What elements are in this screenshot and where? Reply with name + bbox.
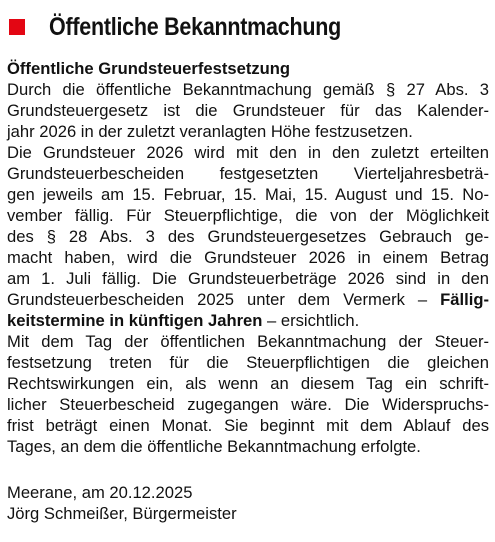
text-line: des § 28 Abs. 3 des Grundsteuergesetzes Gebrauch ge- bbox=[7, 227, 489, 246]
page-title: Öffentliche Bekanntmachung bbox=[49, 12, 341, 41]
emphasis-text: Fällig- bbox=[440, 290, 489, 309]
text-line: am 1. Juli fällig. Die Grundsteuerbeträge 2026 sind in den bbox=[7, 269, 489, 288]
text-line: jahr 2026 in der zuletzt veranlagten Höhe festzusetzen. bbox=[7, 122, 413, 141]
paragraph-gap bbox=[7, 457, 489, 482]
text-line: Rechtswirkungen ein, als wenn an diesem Tag ein schrift- bbox=[7, 374, 489, 393]
announcement-body bbox=[7, 58, 489, 524]
text-line: frist beträgt einen Monat. Sie beginnt mit dem Ablauf des bbox=[7, 416, 489, 435]
red-square-icon bbox=[9, 19, 25, 35]
text-line: gen jeweils am 15. Februar, 15. Mai, 15. August und 15. No- bbox=[7, 185, 489, 204]
text-line: Grundsteuergesetz ist die Grundsteuer für das Kalender- bbox=[7, 101, 489, 120]
text-line: festsetzung treten für die Steuerpflichtigen die gleichen bbox=[7, 353, 489, 372]
text-line: Grundsteuerbescheiden festgesetzten Vierteljahresbeträ- bbox=[7, 164, 489, 183]
text-line: macht haben, wird die Grundsteuer 2026 in einem Betrag bbox=[7, 248, 489, 267]
text-line bbox=[7, 310, 489, 331]
text-line: Durch die öffentliche Bekanntmachung gemäß § 27 Abs. 3 bbox=[7, 80, 489, 99]
text-segment: – ersichtlich. bbox=[267, 311, 360, 330]
text-line: Tages, an dem die öffentliche Bekanntmachung erfolgte. bbox=[7, 437, 421, 456]
text-line: licher Steuerbescheid zugegangen wäre. Die Widerspruchs- bbox=[7, 395, 489, 414]
text-line bbox=[7, 289, 489, 310]
signature-place-date: Meerane, am 20.12.2025 bbox=[7, 483, 193, 502]
text-line: Mit dem Tag der öffentlichen Bekanntmachung der Steuer- bbox=[7, 332, 489, 351]
text-line: Die Grundsteuer 2026 wird mit den in den zuletzt erteilten bbox=[7, 143, 489, 162]
announcement-header bbox=[6, 10, 388, 44]
text-segment: Grundsteuerbescheiden 2025 unter dem Vermerk – bbox=[7, 290, 428, 309]
signature-name: Jörg Schmeißer, Bürgermeister bbox=[7, 504, 237, 523]
section-title: Öffentliche Grundsteuerfestsetzung bbox=[7, 59, 291, 78]
text-line: vember fällig. Für Steuerpflichtige, die von der Möglichkeit bbox=[7, 206, 489, 225]
emphasis-text: keitstermine in künftigen Jahren bbox=[7, 311, 263, 330]
